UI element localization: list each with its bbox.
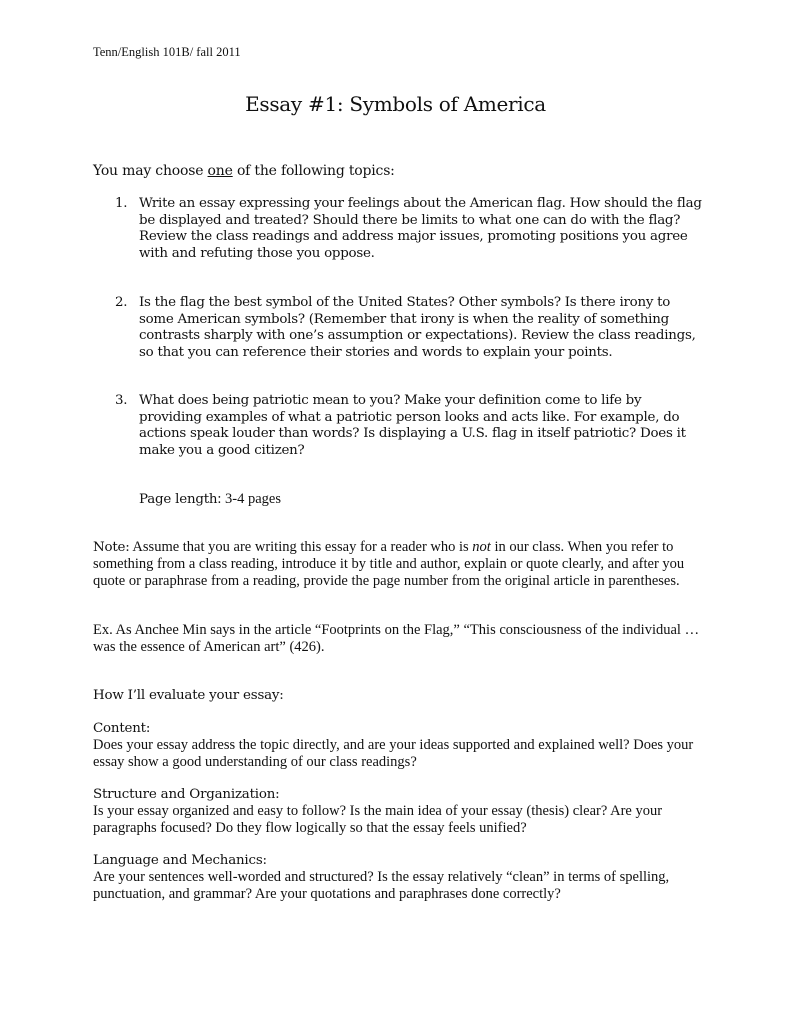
note-text-before: Assume that you are writing this essay for a reader who is [129,539,473,555]
topic-number: 2. [115,295,128,310]
example-quote: Ex. As Anchee Min says in the article “Footprints on the Flag,” “This consciousness of the individual … was the essence of American art” (426). [93,622,700,655]
topic-item-3 [115,393,705,459]
note-italic-word: not [472,539,491,555]
page-length-line [139,491,281,508]
intro-text-after: of the following topics: [232,163,395,179]
criteria-body: Is your essay organized and easy to follow? Is the main idea of your essay (thesis) clear? Are your paragraphs focused? Do they flow logically so that the essay feels unified? [93,803,663,836]
criteria-body: Are your sentences well-worded and structured? Is the essay relatively “clean” in terms of spelling, punctuation, and grammar? Are your quotations and paraphrases done correctly? [93,869,670,902]
topic-number: 1. [115,196,128,211]
note-paragraph [93,539,703,590]
intro-underlined-word: one [207,163,233,179]
page-title: Essay #1: Symbols of America [245,92,546,116]
topic-number: 3. [115,393,128,408]
note-label: Note: [93,540,130,555]
topic-text: Is the flag the best symbol of the United States? Other symbols? Is there irony to some American symbols? (Remember that irony is when the reality of something contrasts sharply with one’s assumption or expectations). Review the class readings, so that you can reference their stories and words to explain your points. [139,295,696,360]
criteria-heading: Structure and Organization: [93,787,280,802]
page-length-value: : 3-4 pages [217,491,281,507]
note-text-after: in our class. When you refer to something from a class reading, introduce it by title and author, explain or quote clearly, and after you quote or paraphrase from a reading, provide the page number from the original article in parentheses. [93,539,685,589]
topic-text: What does being patriotic mean to you? Make your definition come to life by providing examples of what a patriotic person looks and acts like. For example, do actions speak louder than words? Is displaying a U.S. flag in itself patriotic? Does it make you a good citizen? [139,393,686,458]
intro-text-before: You may choose [93,163,208,179]
criteria-structure [93,786,703,837]
criteria-heading: Language and Mechanics: [93,853,267,868]
evaluation-heading: How I’ll evaluate your essay: [93,688,284,703]
topic-item-1 [115,196,705,262]
criteria-heading: Content: [93,721,151,736]
course-header: Tenn/English 101B/ fall 2011 [93,45,241,59]
criteria-language [93,852,703,903]
topic-item-2 [115,295,705,361]
criteria-body: Does your essay address the topic directly, and are your ideas supported and explained well? Does your essay show a good understanding of our class readings? [93,737,694,770]
page-length-label: Page length [139,492,218,507]
topic-text: Write an essay expressing your feelings about the American flag. How should the flag be displayed and treated? Should there be limits to what one can do with the flag? Review the class readings and address major issues, promoting positions you agree with and refuting those you oppose. [139,196,702,261]
intro-line [93,163,395,179]
criteria-content [93,720,703,771]
